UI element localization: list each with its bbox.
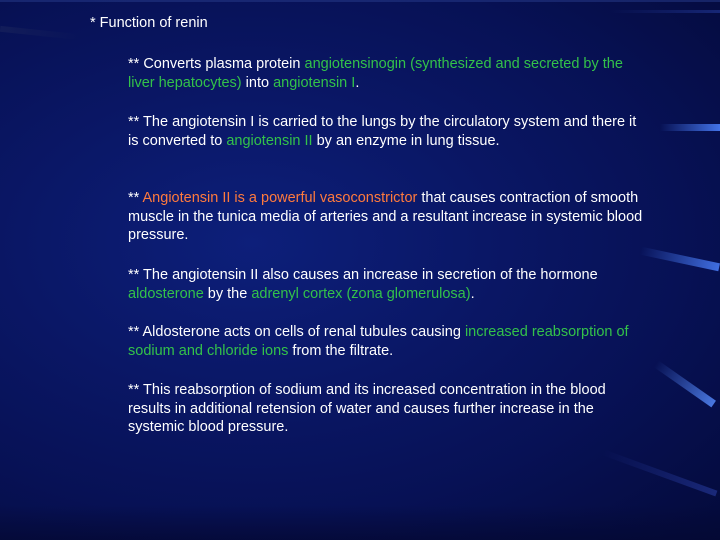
decorative-streak	[0, 0, 720, 2]
paragraph-water-retension	[128, 381, 648, 437]
text-segment: by an enzyme in lung tissue.	[312, 132, 500, 149]
paragraph-lungs	[128, 113, 648, 150]
highlight-green: aldosterone	[128, 285, 204, 302]
decorative-shadow	[0, 505, 720, 540]
highlight-green: increased reabsorption of sodium and chloride ions	[128, 324, 629, 359]
text-segment: ** The angiotensin I is carried to the lungs by the circulatory system and there it is converted to	[128, 114, 637, 149]
text-segment: into	[241, 74, 274, 91]
highlight-green: angiotensinogin (synthesized and secreted by the liver hepatocytes)	[128, 56, 623, 91]
decorative-streak	[610, 10, 720, 13]
text-segment: ** Converts plasma protein	[128, 56, 305, 72]
decorative-streak	[0, 26, 80, 40]
text-segment: ** Aldosterone acts on cells of renal tubules causing	[128, 324, 465, 340]
text-segment: ** The angiotensin II also causes an increase in secretion of the hormone	[128, 267, 598, 283]
decorative-streak	[654, 361, 716, 408]
paragraph-aldosterone	[128, 266, 648, 303]
text-segment: **	[128, 190, 143, 206]
paragraph-reabsorption	[128, 323, 648, 360]
slide-title: * Function of renin	[90, 15, 208, 31]
decorative-streak	[660, 124, 720, 131]
text-segment: .	[355, 74, 360, 91]
text-segment: .	[470, 285, 475, 302]
text-segment: that causes contraction of smooth muscle in the tunica media of arteries and a resultant increase in systemic blood pressure.	[128, 190, 643, 243]
text-segment: from the filtrate.	[288, 342, 394, 359]
highlight-green: angiotensin I	[273, 74, 356, 91]
paragraph-conversion	[128, 55, 648, 92]
highlight-green: adrenyl cortex (zona glomerulosa)	[251, 285, 471, 302]
highlight-green: angiotensin II	[226, 132, 313, 149]
text-segment: ** This reabsorption of sodium and its increased concentration in the blood results in additional retension of water and causes further increase in the systemic blood pressure.	[128, 382, 606, 435]
paragraph-vasoconstrictor	[128, 189, 648, 245]
decorative-streak	[640, 247, 720, 271]
text-segment: by the	[203, 285, 252, 302]
highlight-orange: Angiotensin II is a powerful vasoconstrictor	[142, 190, 418, 206]
decorative-streak	[603, 450, 718, 497]
